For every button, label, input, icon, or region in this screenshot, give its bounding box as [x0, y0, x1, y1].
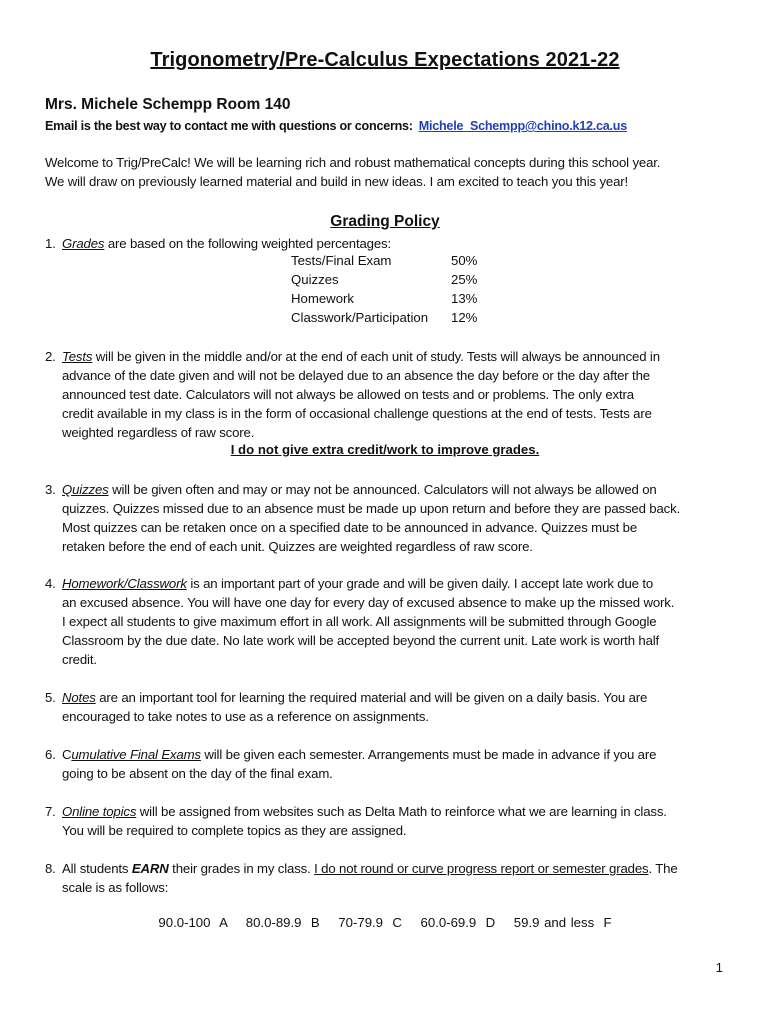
item-keyword: Grades: [62, 236, 105, 251]
item-text: credit.: [62, 652, 97, 667]
item-text: will be given in the middle and/or at the end of each unit of study. Tests will always be announced in: [92, 349, 660, 364]
page-title: Trigonometry/Pre-Calculus Expectations 2021-22: [150, 49, 620, 71]
item-text: . The: [648, 861, 678, 876]
email-link[interactable]: Michele_Schempp@chino.k12.ca.us: [418, 119, 627, 133]
item-text: retaken before the end of each unit. Quizzes are weighted regardless of raw score.: [62, 539, 533, 554]
policy-item-homework: [45, 574, 735, 669]
item-number: 5.: [45, 690, 56, 705]
item-text: I expect all students to give maximum effort in all work. All assignments will be submitted through Google: [62, 614, 657, 629]
item-number: 8.: [45, 861, 56, 876]
item-number: 6.: [45, 747, 56, 762]
policy-item-final-exams: [45, 745, 735, 783]
item-keyword: Notes: [62, 690, 96, 705]
item-number: 2.: [45, 349, 56, 364]
item-text: weighted regardless of raw score.: [62, 425, 255, 440]
item-keyword: Online topics: [62, 804, 137, 819]
item-text: is an important part of your grade and will be given daily. I accept late work due to: [186, 576, 654, 591]
welcome-line: We will draw on previously learned material and build in new ideas. I am excited to teach you this year!: [45, 174, 629, 189]
item-text: credit available in my class is in the form of occasional challenge questions at the end of tests. Tests are: [62, 406, 652, 421]
weight-category: Classwork/Participation: [291, 310, 429, 325]
item-text: their grades in my class.: [168, 861, 315, 876]
item-text: scale is as follows:: [62, 880, 169, 895]
item-number: 3.: [45, 482, 56, 497]
weight-category: Quizzes: [291, 272, 339, 287]
policy-item-grades: [45, 234, 735, 253]
item-text: You will be required to complete topics as they are assigned.: [62, 823, 407, 838]
item-text: Classroom by the due date. No late work will be accepted beyond the current unit. Late work is worth half: [62, 633, 660, 648]
grading-policy-heading: Grading Policy: [330, 213, 440, 230]
weight-category: Homework: [291, 291, 355, 306]
item-text: All students: [62, 861, 132, 876]
item-text: are an important tool for learning the required material and will be given on a daily basis. You are: [95, 690, 648, 705]
policy-item-quizzes: [45, 480, 735, 556]
no-extra-credit-note: I do not give extra credit/work to improve grades.: [230, 442, 540, 457]
weight-percent: 25%: [451, 272, 478, 287]
item-text: an excused absence. You will have one day for every day of excused absence to make up the missed work.: [62, 595, 675, 610]
item-keyword: umulative Final Exams: [71, 747, 201, 762]
item-number: 4.: [45, 576, 56, 591]
contact-row: [45, 119, 627, 133]
item-text: advance of the date given and will not be delayed due to an absence the day before or the day after the: [62, 368, 650, 383]
item-text: will be given each semester. Arrangements must be made in advance if you are: [200, 747, 657, 762]
item-keyword: Tests: [62, 349, 93, 364]
policy-item-earn-grades: [45, 859, 735, 897]
grading-scale: 90.0-100 A 80.0-89.9 B 70-79.9 C 60.0-69.9 D 59.9 and less F: [158, 915, 612, 930]
weight-percent: 13%: [451, 291, 478, 306]
item-text: are based on the following weighted percentages:: [104, 236, 391, 251]
item-text: quizzes. Quizzes missed due to an absence must be made up upon return and before they are passed back.: [62, 501, 681, 516]
item-text: will be given often and may or may not be announced. Calculators will not always be allowed on: [108, 482, 657, 497]
item-keyword: Homework/Classwork: [62, 576, 187, 591]
page-number: 1: [715, 960, 723, 975]
item-text: going to be absent on the day of the final exam.: [62, 766, 333, 781]
item-number: 7.: [45, 804, 56, 819]
welcome-line: Welcome to Trig/PreCalc! We will be learning rich and robust mathematical concepts during this school year.: [45, 155, 661, 170]
weight-category: Tests/Final Exam: [291, 253, 392, 268]
welcome-paragraph: [45, 153, 735, 191]
item-text: encouraged to take notes to use as a reference on assignments.: [62, 709, 429, 724]
teacher-info: Mrs. Michele Schempp Room 140: [45, 96, 291, 113]
item-number: 1.: [45, 236, 56, 251]
item-keyword: Quizzes: [62, 482, 109, 497]
item-text: will be assigned from websites such as Delta Math to reinforce what we are learning in class.: [136, 804, 667, 819]
no-rounding-note: I do not round or curve progress report or semester grades: [314, 861, 649, 876]
weight-percent: 50%: [451, 253, 478, 268]
earn-emphasis: EARN: [131, 861, 169, 876]
policy-item-online-topics: [45, 802, 735, 840]
policy-item-notes: [45, 688, 735, 726]
weight-percent: 12%: [451, 310, 478, 325]
item-prefix: C: [62, 747, 72, 762]
item-text: Most quizzes can be retaken once on a specified date to be announced in advance. Quizzes must be: [62, 520, 638, 535]
contact-label: Email is the best way to contact me with questions or concerns:: [45, 119, 413, 133]
item-text: announced test date. Calculators will not always be allowed on tests and or problems. The only extra: [62, 387, 634, 402]
policy-item-tests: [45, 347, 735, 442]
